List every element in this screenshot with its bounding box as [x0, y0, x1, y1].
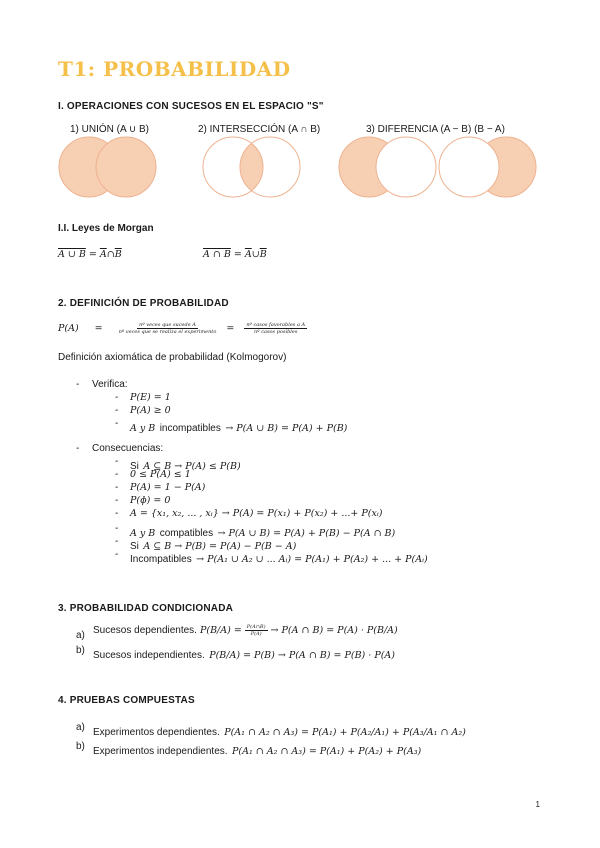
- comp-b-text: Experimentos independientes.: [93, 746, 228, 757]
- section-3-heading: 3. PROBABILIDAD CONDICIONADA: [58, 603, 234, 614]
- union-label: 1) UNIÓN (A ∪ B): [70, 124, 149, 135]
- morgan-law-1-left: A ∪ B: [58, 249, 86, 260]
- morgan-heading: I.I. Leyes de Morgan: [58, 223, 154, 234]
- venn-diff-ab-circle-b: [376, 137, 436, 197]
- morgan-law-1-op: ∩: [106, 249, 115, 260]
- axiom-3-word: incompatibles: [159, 423, 221, 434]
- consequence-1-si: Si: [130, 461, 139, 472]
- axiomatic-title: Definición axiomática de probabilidad (Kolmogorov): [58, 352, 287, 363]
- venn-union-circle-b: [96, 137, 156, 197]
- consequence-3: P(A) = 1 − P(A): [130, 482, 206, 493]
- pa-symbol: P(A): [58, 323, 79, 334]
- laplace-fraction: [244, 322, 307, 335]
- consecuencias-bullet: -: [76, 443, 80, 454]
- cond-b-line: [93, 645, 395, 663]
- verifica-label: Verifica:: [92, 379, 128, 390]
- cond-b-formula: P(B/A) = P(B) → P(A ∩ B) = P(B) · P(A): [209, 650, 395, 661]
- difference-label: 3) DIFERENCIA (A − B) (B − A): [366, 124, 505, 135]
- morgan-law-2-left: A ∩ B: [203, 249, 231, 260]
- cond-a-line: [93, 624, 398, 637]
- comp-a-label: a): [76, 722, 85, 733]
- morgan-law-1-a: $\overline{A}$: [99, 249, 107, 260]
- frequency-fraction: [119, 322, 217, 335]
- v2-bullet: -: [115, 405, 119, 416]
- section-2-heading: 2. DEFINICIÓN DE PROBABILIDAD: [58, 298, 229, 309]
- consequence-4: P(ɸ) = 0: [130, 495, 171, 506]
- venn-diff-ba-circle-a: [439, 137, 499, 197]
- laplace-numerator: nº casos favorables a A: [246, 322, 306, 328]
- cond-a-text: Sucesos dependientes.: [93, 625, 197, 636]
- page-number: 1: [535, 800, 540, 809]
- probability-definition: [58, 322, 307, 335]
- morgan-law-2-b: $\overline{B}$: [259, 249, 267, 260]
- consequence-5: A = {x₁, x₂, ... , xᵢ} → P(A) = P(x₁) + P(x₂) + ...+ P(xᵢ): [130, 508, 383, 519]
- cond-a-numerator: P(A∩B): [246, 624, 266, 630]
- morgan-law-1: [58, 249, 122, 260]
- cond-a-formula-2: → P(A ∩ B) = P(A) · P(B/A): [270, 625, 398, 636]
- eq-sign-1: =: [94, 323, 103, 334]
- comp-b-formula: P(A₁ ∩ A₂ ∩ A₃) = P(A₁) + P(A₂) + P(A₃): [231, 746, 422, 757]
- morgan-law-2-op: ∪: [251, 249, 260, 260]
- axiom-3: [130, 418, 347, 436]
- consequence-6-word: compatibles: [159, 528, 214, 539]
- venn-difference-a-b-diagram: [336, 134, 442, 200]
- c6-bullet: -: [115, 523, 119, 534]
- cond-b-label: b): [76, 645, 85, 656]
- venn-difference-b-a-diagram: [436, 134, 542, 200]
- consequence-7-si: Si: [130, 541, 139, 552]
- c1-bullet: -: [115, 456, 119, 467]
- axiom-2: P(A) ≥ 0: [130, 405, 171, 416]
- venn-intersection-diagram: [200, 134, 306, 200]
- section-1-heading: I. OPERACIONES CON SUCESOS EN EL ESPACIO "S": [58, 101, 324, 112]
- venn-union-diagram: [56, 134, 162, 200]
- consequence-8: [130, 549, 428, 567]
- comp-b-line: [93, 741, 421, 759]
- consequence-2: 0 ≤ P(A) ≤ 1: [130, 469, 191, 480]
- c3-bullet: -: [115, 482, 119, 493]
- v3-bullet: -: [115, 418, 119, 429]
- cond-a-denominator: P(A): [250, 631, 262, 637]
- c7-bullet: -: [115, 536, 119, 547]
- consequence-8-word: Incompatibles: [130, 554, 192, 565]
- consequence-1-formula: A ⊆ B → P(A) ≤ P(B): [143, 461, 241, 472]
- c2-bullet: -: [115, 469, 119, 480]
- c5-bullet: -: [115, 508, 119, 519]
- morgan-law-2-eq: =: [233, 249, 242, 260]
- morgan-law-1-b: $\overline{B}$: [114, 249, 122, 260]
- consequence-8-formula: → P(A₁ ∪ A₂ ∪ ... Aᵢ) = P(A₁) + P(A₂) + ... + P(Aᵢ): [196, 554, 428, 565]
- cond-a-fraction: [245, 624, 268, 637]
- laplace-denominator: nº casos posibles: [254, 329, 298, 335]
- axiom-3-formula: → P(A ∪ B) = P(A) + P(B): [225, 423, 348, 434]
- comp-b-label: b): [76, 741, 85, 752]
- consequence-7-formula: A ⊆ B → P(B) = P(A) − P(B − A): [143, 541, 297, 552]
- c4-bullet: -: [115, 495, 119, 506]
- morgan-law-2-a: $\overline{A}$: [244, 249, 252, 260]
- comp-a-formula: P(A₁ ∩ A₂ ∩ A₃) = P(A₁) + P(A₂/A₁) + P(A₃/A₁ ∩ A₂): [224, 727, 466, 738]
- comp-a-line: [93, 722, 466, 740]
- cond-b-text: Sucesos independientes.: [93, 650, 205, 661]
- verifica-bullet: -: [76, 379, 80, 390]
- consequence-6-sets: A y B: [130, 528, 156, 539]
- axiom-1: P(E) = 1: [130, 392, 171, 403]
- comp-a-text: Experimentos dependientes.: [93, 727, 220, 738]
- axiom-3-sets: A y B: [130, 423, 156, 434]
- consequence-6-formula: → P(A ∪ B) = P(A) + P(B) − P(A ∩ B): [217, 528, 396, 539]
- morgan-law-2: [203, 249, 267, 260]
- cond-a-label: a): [76, 630, 85, 641]
- section-4-heading: 4. PRUEBAS COMPUESTAS: [58, 695, 195, 706]
- frequency-numerator: nº veces que sucede A: [139, 322, 196, 328]
- c8-bullet: -: [115, 549, 119, 560]
- frequency-denominator: nº veces que se realiza el experimento: [118, 329, 217, 335]
- page-title: T1: PROBABILIDAD: [58, 57, 291, 81]
- v1-bullet: -: [115, 392, 119, 403]
- eq-sign-2: =: [226, 323, 235, 334]
- consecuencias-label: Consecuencias:: [92, 443, 164, 454]
- morgan-law-1-eq: =: [88, 249, 97, 260]
- cond-a-formula-1: P(B/A) =: [199, 625, 242, 636]
- intersection-label: 2) INTERSECCIÓN (A ∩ B): [198, 124, 321, 135]
